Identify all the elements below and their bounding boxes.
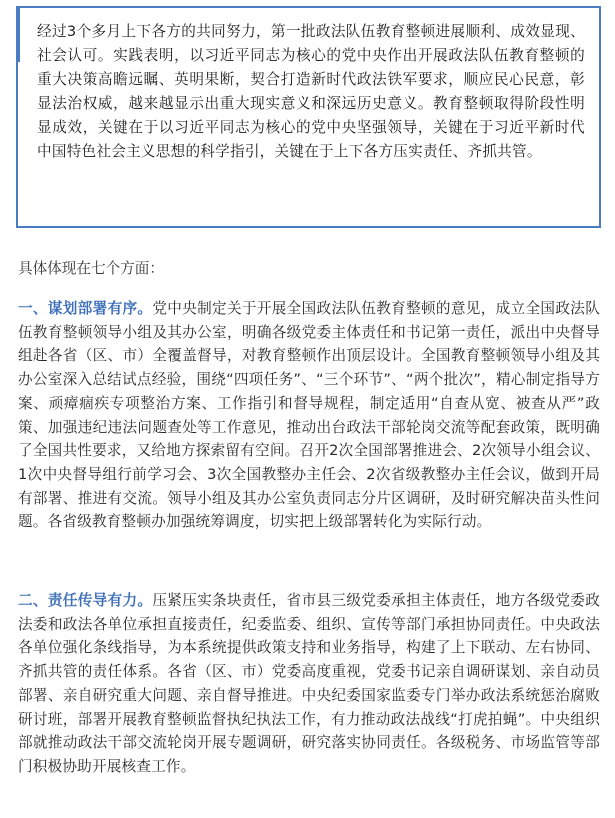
- section-body: 党中央制定关于开展全国政法队伍教育整顿的意见，成立全国政法队伍教育整顿领导小组及其办公室，明确各级党委主体责任和书记第一责任，派出中央督导组赴各省（区、市）全覆盖督导，对教育整顿作出顶层设计。全国教育整顿领导小组及其办公室深入总结试点经验，围绕“四项任务”、“三个环节”、“两个批次”，精心制定指导方案、顽瘴痼疾专项整治方案、工作指引和督导规程，制定适用“自查从宽、被查从严”政策、加强违纪违法问题查处等工作意见，推动出台政法干部轮岗交流等配套政策，既明确了全国共性要求，又给地方探索留有空间。召开2次全国部署推进会、2次领导小组会议、1次中央督导组行前学习会、3次全国教整办主任会、2次省级教整办主任会议，做到开局有部署、推进有交流。领导小组及其办公室负责同志分片区调研，及时研究解决苗头性问题。各省级教育整顿办加强统筹调度，切实把上级部署转化为实际行动。: [18, 300, 600, 531]
- section-responsibility: [18, 589, 600, 779]
- section-number: 二、: [18, 592, 48, 609]
- callout-accent-bar: [16, 6, 20, 62]
- section-planning: [18, 297, 600, 534]
- intro-callout-box: [16, 6, 601, 228]
- section-heading: 责任传导有力。: [47, 592, 153, 609]
- section-body: 压紧压实条块责任，省市县三级党委承担主体责任，地方各级党委政法委和政法各单位承担直接责任，纪委监委、组织、宣传等部门承担协同责任。中央政法各单位强化条线指导，为本系统提供政策支持和业务指导，构建了上下联动、左右协同、齐抓共管的责任体系。各省（区、市）党委高度重视，党委书记亲自调研谋划、亲自动员部署、亲自研究重大问题、亲自督导推进。中央纪委国家监委专门举办政法系统惩治腐败研讨班，部署开展教育整顿监督执纪执法工作，有力推动政法战线“打虎拍蝇”。中央组织部就推动政法干部交流轮岗开展专题调研，研究落实协同责任。各级税务、市场监管等部门积极协助开展核查工作。: [18, 592, 600, 775]
- summary-line: 具体体现在七个方面：: [18, 260, 164, 277]
- intro-paragraph: 经过3个多月上下各方的共同努力，第一批政法队伍教育整顿进展顺利、成效显现、社会认可。实践表明，以习近平同志为核心的党中央作出开展政法队伍教育整顿的重大决策高瞻远瞩、英明果断，契合打造新时代政法铁军要求，顺应民心民意，彰显法治权威，越来越显示出重大现实意义和深远历史意义。教育整顿取得阶段性明显成效，关键在于以习近平同志为核心的党中央坚强领导，关键在于习近平新时代中国特色社会主义思想的科学指引，关键在于上下各方压实责任、齐抓共管。: [37, 23, 585, 160]
- section-heading: 谋划部署有序。: [47, 300, 153, 317]
- section-number: 一、: [18, 300, 48, 317]
